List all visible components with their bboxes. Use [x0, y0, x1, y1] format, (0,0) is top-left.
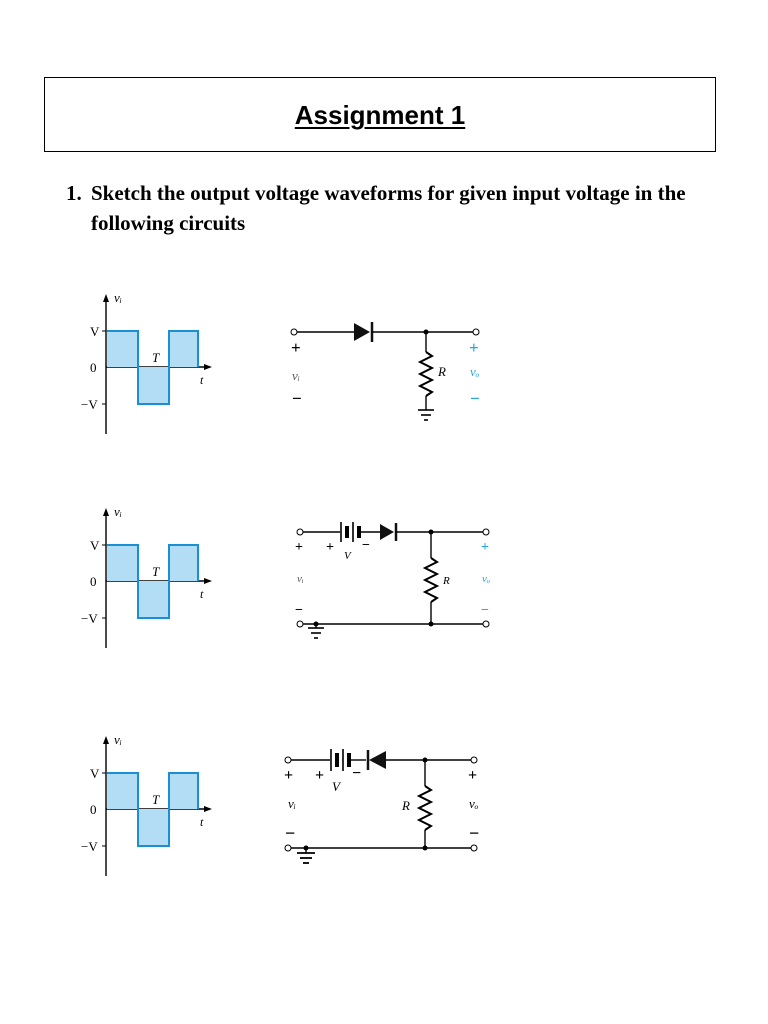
input-waveform-2: [78, 502, 218, 652]
input-voltage-label: vᵢ: [292, 368, 300, 383]
resistor-icon: [420, 352, 432, 396]
title-box: [44, 77, 716, 152]
ground-icon: [418, 410, 434, 420]
resistor-label: R: [438, 364, 446, 379]
battery-icon: [341, 522, 359, 542]
output-plus: +: [469, 338, 479, 357]
input-minus: −: [292, 389, 302, 408]
battery-label: V: [344, 550, 351, 562]
input-minus: −: [295, 603, 303, 618]
diode-icon: [354, 322, 372, 342]
input-waveform-3: [78, 730, 218, 880]
circuit-2: [292, 518, 498, 642]
circuit-1: [286, 318, 498, 428]
x-axis-label: t: [200, 587, 204, 601]
input-voltage-label: vᵢ: [297, 573, 304, 585]
battery-minus: −: [362, 538, 370, 553]
input-plus: +: [295, 540, 303, 555]
battery-plus: +: [326, 540, 334, 555]
diode-icon: [368, 750, 386, 770]
battery-plus: +: [315, 767, 325, 784]
input-plus: +: [291, 338, 301, 357]
page-title: Assignment 1: [294, 100, 466, 130]
output-plus: +: [481, 540, 489, 555]
y-axis-label: vᵢ: [114, 290, 122, 305]
output-voltage-label: vₒ: [482, 573, 491, 585]
output-voltage-label: vₒ: [470, 364, 480, 379]
x-axis-label: t: [200, 373, 204, 387]
x-axis-label: t: [200, 815, 204, 829]
circuit-3: [280, 744, 486, 870]
level-low-label: −V: [81, 611, 98, 626]
output-minus: −: [469, 823, 480, 843]
level-zero-label: 0: [90, 360, 97, 375]
level-low-label: −V: [81, 839, 98, 854]
question-text: Sketch the output voltage waveforms for given input voltage in the following circuits: [91, 181, 686, 235]
level-zero-label: 0: [90, 574, 97, 589]
resistor-icon: [419, 786, 431, 830]
resistor-label: R: [402, 798, 410, 813]
period-label: T: [152, 350, 160, 365]
diode-icon: [380, 523, 396, 541]
level-high-label: V: [90, 766, 100, 781]
output-minus: −: [470, 389, 480, 408]
output-voltage-label: vₒ: [469, 796, 479, 811]
input-voltage-label: vᵢ: [288, 796, 296, 811]
resistor-icon: [425, 558, 437, 602]
ground-icon: [297, 848, 315, 863]
input-plus: +: [284, 767, 294, 784]
input-waveform-1: [78, 288, 218, 438]
output-minus: −: [481, 603, 489, 618]
output-plus: +: [468, 767, 478, 784]
period-label: T: [152, 564, 160, 579]
input-minus: −: [285, 823, 296, 843]
period-label: T: [152, 792, 160, 807]
level-high-label: V: [90, 538, 100, 553]
battery-minus: −: [352, 765, 362, 782]
ground-icon: [308, 624, 324, 638]
level-high-label: V: [90, 324, 100, 339]
level-low-label: −V: [81, 397, 98, 412]
battery-icon: [331, 749, 349, 771]
level-zero-label: 0: [90, 802, 97, 817]
question-number: 1.: [66, 181, 82, 205]
y-axis-label: vᵢ: [114, 504, 122, 519]
battery-label: V: [332, 779, 340, 794]
y-axis-label: vᵢ: [114, 732, 122, 747]
resistor-label: R: [443, 575, 450, 587]
